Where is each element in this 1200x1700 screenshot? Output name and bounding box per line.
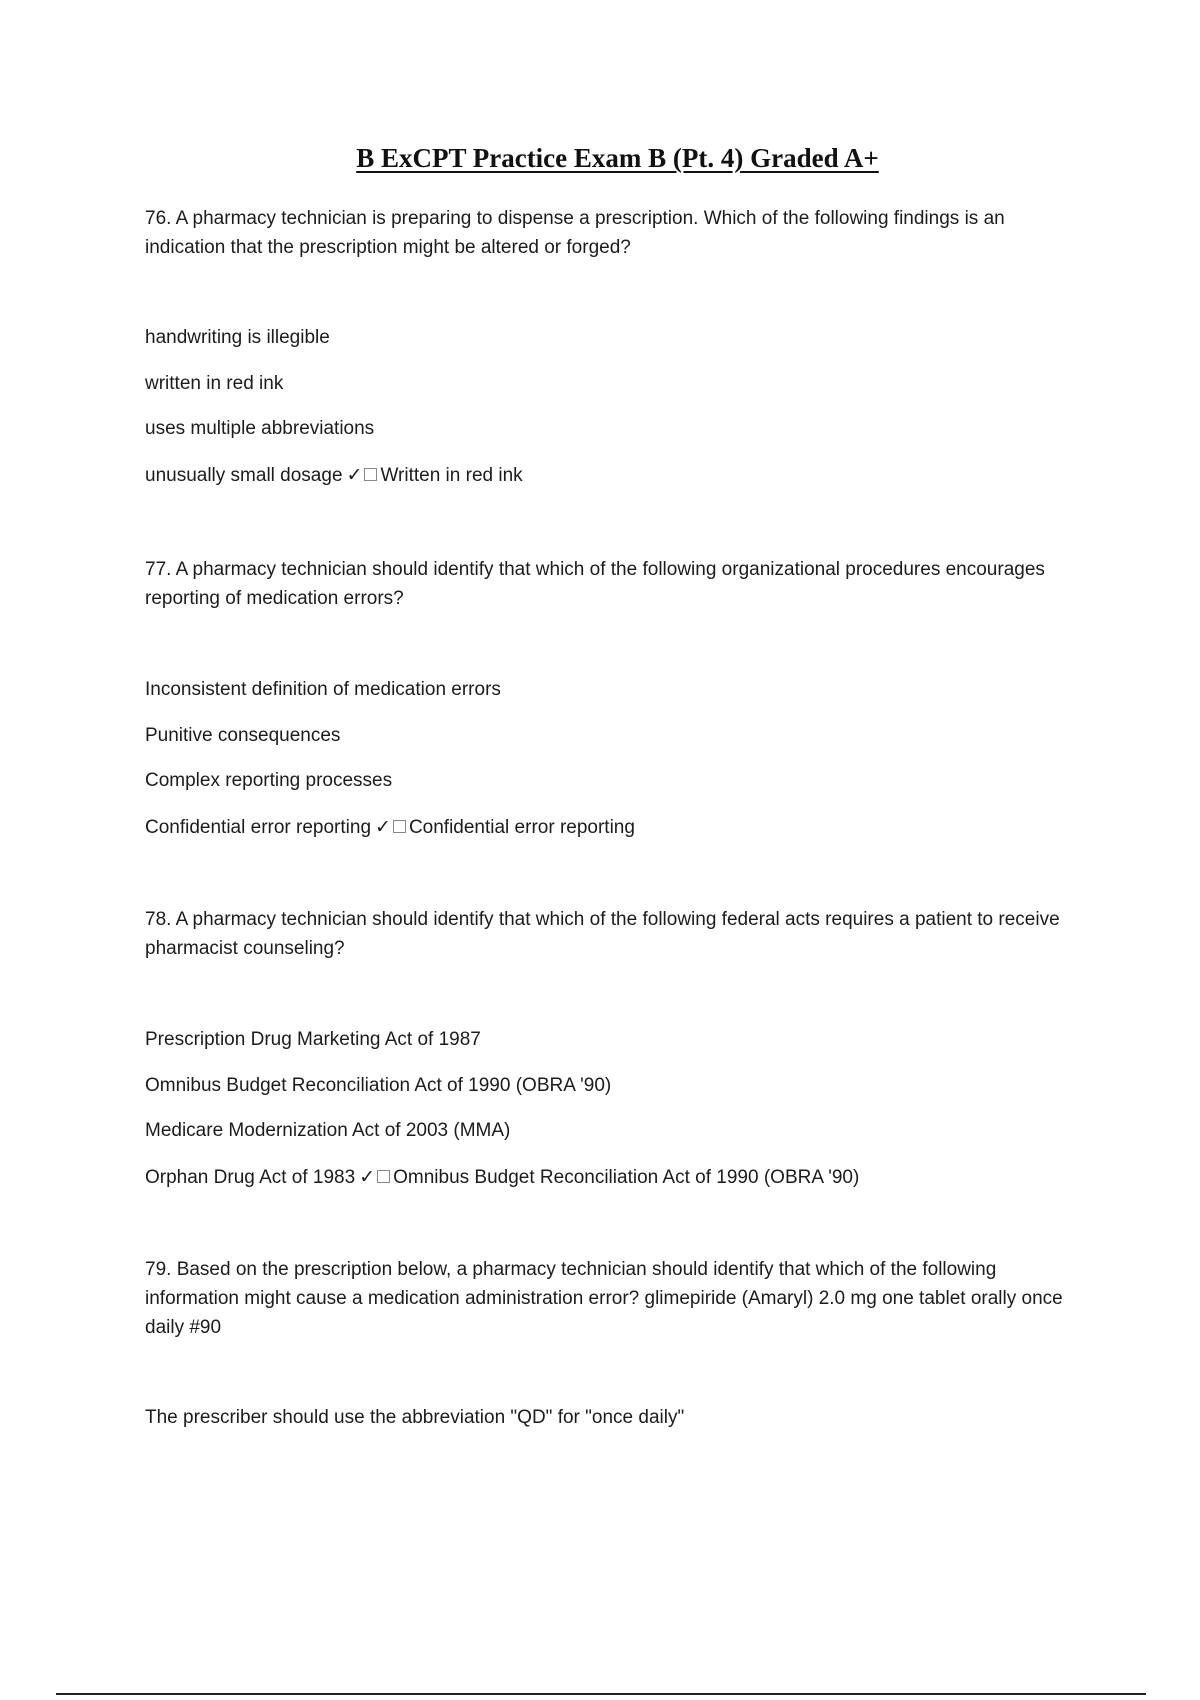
footer-divider [56,1693,1146,1695]
answer-text: Omnibus Budget Reconciliation Act of 1990 (OBRA '90) [393,1166,860,1188]
option-label: uses multiple abbreviations [145,418,375,439]
option-label: Inconsistent definition of medication errors [145,679,501,700]
question-78-options [145,1028,1075,1210]
option-item [145,326,1075,372]
option-label: The prescriber should use the abbreviation "QD" for "once daily" [145,1407,685,1428]
checkmark-icon: ✓ [375,815,391,838]
option-label: unusually small dosage [145,464,343,486]
question-76-options [145,326,1075,508]
question-77-options [145,678,1075,860]
option-item [145,1028,1075,1074]
option-item [145,372,1075,418]
option-item [145,417,1075,463]
option-label: Medicare Modernization Act of 2003 (MMA) [145,1120,511,1141]
question-77-text: 77. A pharmacy technician should identify that which of the following organizational procedures encourages reporting of medication errors? [145,559,1045,609]
answer-text: Written in red ink [380,464,523,486]
option-label: written in red ink [145,372,284,394]
option-item [145,678,1075,724]
box-icon [364,468,377,481]
option-label: Punitive consequences [145,724,341,746]
option-label: Orphan Drug Act of 1983 [145,1166,356,1188]
question-79-options [145,1406,1075,1452]
option-item [145,815,1075,861]
option-label: Omnibus Budget Reconciliation Act of 1990 (OBRA '90) [145,1074,612,1096]
option-item [145,1074,1075,1120]
box-icon [377,1170,390,1183]
question-78-text: 78. A pharmacy technician should identify that which of the following federal acts requires a patient to receive pharmacist counseling? [145,909,1060,959]
option-label: Prescription Drug Marketing Act of 1987 [145,1029,481,1050]
option-label: Complex reporting processes [145,770,393,791]
document-title: B ExCPT Practice Exam B (Pt. 4) Graded A+ [356,143,879,173]
question-79-text: 79. Based on the prescription below, a pharmacy technician should identify that which of the following information might cause a medication administration error? glimepiride (Amaryl) 2.0 mg one tablet orally once daily #90 [145,1259,1063,1338]
answer-text: Confidential error reporting [408,816,635,838]
checkmark-icon: ✓ [359,1165,376,1188]
option-item [145,1165,1075,1211]
option-item [145,463,1075,509]
box-icon [393,820,406,833]
option-label: handwriting is illegible [145,327,330,348]
checkmark-icon: ✓ [346,463,363,486]
option-item [145,724,1075,770]
option-item [145,1406,1075,1452]
option-item [145,769,1075,815]
question-76-text: 76. A pharmacy technician is preparing to dispense a prescription. Which of the following findings is an indication that the prescription might be altered or forged? [145,208,1005,258]
option-item [145,1119,1075,1165]
option-label: Confidential error reporting [145,816,372,838]
